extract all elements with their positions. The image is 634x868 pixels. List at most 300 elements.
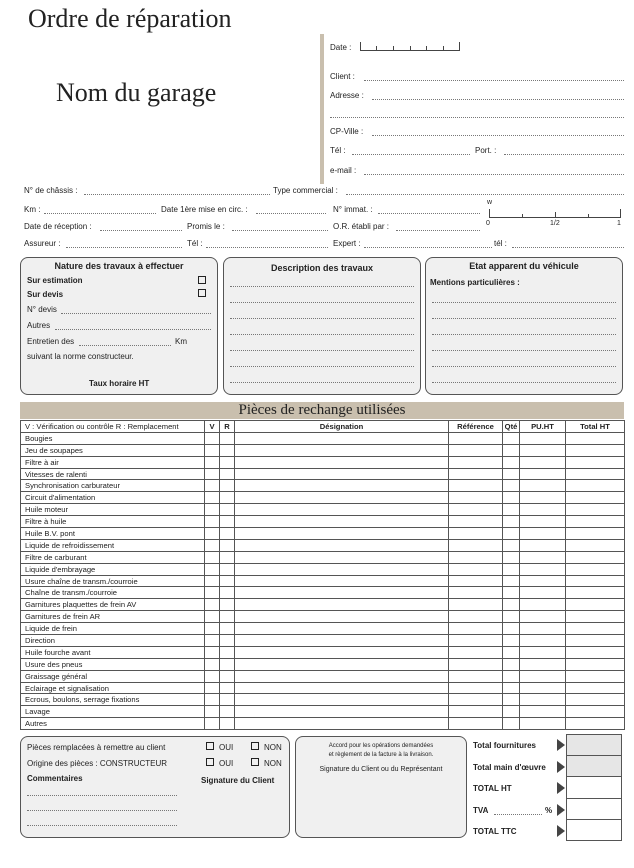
mentions-label: Mentions particulières : xyxy=(430,278,520,287)
cell-r[interactable] xyxy=(220,539,235,551)
total-fournitures-value[interactable] xyxy=(567,735,621,756)
cell-qte[interactable] xyxy=(503,468,520,480)
cell-reference[interactable] xyxy=(449,718,503,730)
tva-percent: % xyxy=(545,806,553,815)
table-row xyxy=(21,539,625,551)
tel-field[interactable] xyxy=(352,154,470,155)
cell-r[interactable] xyxy=(220,528,235,540)
entretien-km-field[interactable] xyxy=(79,345,171,346)
description-line[interactable] xyxy=(230,350,414,351)
cell-designation[interactable] xyxy=(235,658,449,670)
cell-pu-ht[interactable] xyxy=(520,468,566,480)
cell-designation[interactable] xyxy=(235,694,449,706)
sur-devis-checkbox[interactable] xyxy=(198,289,206,297)
cell-r[interactable] xyxy=(220,492,235,504)
cell-qte[interactable] xyxy=(503,456,520,468)
commentaires-line[interactable] xyxy=(27,810,177,811)
cell-total-ht[interactable] xyxy=(566,658,625,670)
cell-total-ht[interactable] xyxy=(566,468,625,480)
description-line[interactable] xyxy=(230,302,414,303)
garage-name: Nom du garage xyxy=(56,78,217,107)
mentions-line[interactable] xyxy=(432,366,616,367)
cell-reference[interactable] xyxy=(449,694,503,706)
cell-qte[interactable] xyxy=(503,551,520,563)
assureur-field[interactable] xyxy=(66,247,182,248)
cell-r[interactable] xyxy=(220,646,235,658)
description-title: Description des travaux xyxy=(270,263,374,273)
cell-reference[interactable] xyxy=(449,480,503,492)
cell-designation[interactable] xyxy=(235,528,449,540)
cell-designation[interactable] xyxy=(235,504,449,516)
cell-pu-ht[interactable] xyxy=(520,539,566,551)
row-label: Huile fourche avant xyxy=(21,646,205,658)
row-label: Direction xyxy=(21,635,205,647)
row-label: Usure chaîne de transm./courroie xyxy=(21,575,205,587)
cell-r[interactable] xyxy=(220,658,235,670)
cell-total-ht[interactable] xyxy=(566,539,625,551)
email-field[interactable] xyxy=(364,174,624,175)
accord-box xyxy=(295,736,467,838)
norme-constructeur: suivant la norme constructeur. xyxy=(27,352,134,361)
cell-r[interactable] xyxy=(220,480,235,492)
cell-r[interactable] xyxy=(220,575,235,587)
cell-pu-ht[interactable] xyxy=(520,635,566,647)
cell-designation[interactable] xyxy=(235,456,449,468)
cell-total-ht[interactable] xyxy=(566,432,625,444)
cell-designation[interactable] xyxy=(235,432,449,444)
table-row xyxy=(21,504,625,516)
cell-qte[interactable] xyxy=(503,539,520,551)
row-label: Eclairage et signalisation xyxy=(21,682,205,694)
cell-designation[interactable] xyxy=(235,575,449,587)
cell-qte[interactable] xyxy=(503,611,520,623)
col-header-reference: Référence xyxy=(449,421,503,433)
cell-pu-ht[interactable] xyxy=(520,528,566,540)
cell-reference[interactable] xyxy=(449,492,503,504)
adresse-field-2[interactable] xyxy=(330,117,624,118)
total-ht-label: TOTAL HT xyxy=(473,784,512,793)
cell-total-ht[interactable] xyxy=(566,646,625,658)
cell-r[interactable] xyxy=(220,599,235,611)
col-header-v: V xyxy=(205,421,220,433)
sur-estimation-checkbox[interactable] xyxy=(198,276,206,284)
table-row xyxy=(21,432,625,444)
cell-reference[interactable] xyxy=(449,623,503,635)
table-row xyxy=(21,468,625,480)
cell-r[interactable] xyxy=(220,432,235,444)
col-header-pu-ht: PU.HT xyxy=(520,421,566,433)
cell-pu-ht[interactable] xyxy=(520,623,566,635)
cell-designation[interactable] xyxy=(235,480,449,492)
cell-total-ht[interactable] xyxy=(566,480,625,492)
cell-qte[interactable] xyxy=(503,599,520,611)
cell-reference[interactable] xyxy=(449,539,503,551)
cell-total-ht[interactable] xyxy=(566,575,625,587)
date-boxes[interactable] xyxy=(360,42,460,51)
tva-label: TVA xyxy=(473,806,489,815)
cell-total-ht[interactable] xyxy=(566,670,625,682)
cell-r[interactable] xyxy=(220,587,235,599)
cell-r[interactable] xyxy=(220,563,235,575)
cell-v[interactable] xyxy=(205,516,220,528)
cell-designation[interactable] xyxy=(235,599,449,611)
cell-qte[interactable] xyxy=(503,504,520,516)
table-row xyxy=(21,623,625,635)
cell-reference[interactable] xyxy=(449,611,503,623)
cell-reference[interactable] xyxy=(449,575,503,587)
cell-reference[interactable] xyxy=(449,682,503,694)
cell-v[interactable] xyxy=(205,694,220,706)
cell-pu-ht[interactable] xyxy=(520,718,566,730)
cell-r[interactable] xyxy=(220,706,235,718)
cell-reference[interactable] xyxy=(449,516,503,528)
cell-qte[interactable] xyxy=(503,706,520,718)
cell-r[interactable] xyxy=(220,551,235,563)
cell-v[interactable] xyxy=(205,539,220,551)
cell-pu-ht[interactable] xyxy=(520,563,566,575)
tva-value[interactable] xyxy=(567,799,621,820)
cell-designation[interactable] xyxy=(235,539,449,551)
row-label: Huile B.V. pont xyxy=(21,528,205,540)
km-field[interactable] xyxy=(44,213,156,214)
sur-devis-label: Sur devis xyxy=(27,290,64,299)
expert-label: Expert : xyxy=(333,239,361,248)
assureur-tel-field[interactable] xyxy=(206,247,328,248)
expert-tel-field[interactable] xyxy=(512,247,624,248)
cell-v[interactable] xyxy=(205,718,220,730)
expert-field[interactable] xyxy=(364,247,492,248)
cell-qte[interactable] xyxy=(503,563,520,575)
cell-pu-ht[interactable] xyxy=(520,575,566,587)
cell-reference[interactable] xyxy=(449,504,503,516)
cell-reference[interactable] xyxy=(449,706,503,718)
cell-v[interactable] xyxy=(205,504,220,516)
nature-travaux-box xyxy=(20,257,218,395)
cell-v[interactable] xyxy=(205,611,220,623)
cell-designation[interactable] xyxy=(235,551,449,563)
cell-designation[interactable] xyxy=(235,563,449,575)
cell-designation[interactable] xyxy=(235,706,449,718)
table-row xyxy=(21,563,625,575)
cp-ville-field[interactable] xyxy=(372,135,624,136)
origine-oui-checkbox[interactable] xyxy=(206,758,214,766)
cell-v[interactable] xyxy=(205,432,220,444)
cell-v[interactable] xyxy=(205,551,220,563)
row-label: Huile moteur xyxy=(21,504,205,516)
etat-vehicule-box xyxy=(425,257,623,395)
cell-r[interactable] xyxy=(220,504,235,516)
adresse-field[interactable] xyxy=(372,99,624,100)
cell-total-ht[interactable] xyxy=(566,492,625,504)
cell-designation[interactable] xyxy=(235,492,449,504)
row-label: Garnitures plaquettes de frein AV xyxy=(21,599,205,611)
cell-reference[interactable] xyxy=(449,563,503,575)
row-label: Lavage xyxy=(21,706,205,718)
cell-designation[interactable] xyxy=(235,670,449,682)
mentions-line[interactable] xyxy=(432,350,616,351)
autres-label: Autres xyxy=(27,321,51,330)
cell-pu-ht[interactable] xyxy=(520,480,566,492)
cell-qte[interactable] xyxy=(503,694,520,706)
pieces-non-checkbox[interactable] xyxy=(251,742,259,750)
cell-designation[interactable] xyxy=(235,587,449,599)
table-row xyxy=(21,528,625,540)
pieces-oui-checkbox[interactable] xyxy=(206,742,214,750)
cell-total-ht[interactable] xyxy=(566,611,625,623)
cell-qte[interactable] xyxy=(503,480,520,492)
cell-v[interactable] xyxy=(205,575,220,587)
tva-rate-field[interactable] xyxy=(494,814,542,815)
cell-v[interactable] xyxy=(205,623,220,635)
total-main-oeuvre-value[interactable] xyxy=(567,756,621,777)
cell-total-ht[interactable] xyxy=(566,706,625,718)
row-label: Liquide de refroidissement xyxy=(21,539,205,551)
cell-total-ht[interactable] xyxy=(566,528,625,540)
table-row xyxy=(21,587,625,599)
mentions-line[interactable] xyxy=(432,318,616,319)
cell-r[interactable] xyxy=(220,444,235,456)
cell-pu-ht[interactable] xyxy=(520,516,566,528)
cell-pu-ht[interactable] xyxy=(520,658,566,670)
row-label: Liquide de frein xyxy=(21,623,205,635)
cell-designation[interactable] xyxy=(235,635,449,647)
chassis-field[interactable] xyxy=(84,194,270,195)
cell-reference[interactable] xyxy=(449,432,503,444)
description-line[interactable] xyxy=(230,382,414,383)
cell-r[interactable] xyxy=(220,623,235,635)
cell-reference[interactable] xyxy=(449,646,503,658)
total-ttc-value[interactable] xyxy=(567,820,621,841)
cell-v[interactable] xyxy=(205,658,220,670)
date-reception-label: Date de réception : xyxy=(24,222,92,231)
arrow-right-icon xyxy=(557,782,565,794)
cell-designation[interactable] xyxy=(235,646,449,658)
cell-v[interactable] xyxy=(205,635,220,647)
cell-total-ht[interactable] xyxy=(566,682,625,694)
fuel-gauge[interactable] xyxy=(489,209,621,218)
cell-v[interactable] xyxy=(205,528,220,540)
pieces-box xyxy=(20,736,290,838)
cell-v[interactable] xyxy=(205,456,220,468)
cell-total-ht[interactable] xyxy=(566,718,625,730)
cell-v[interactable] xyxy=(205,682,220,694)
form-title: Ordre de réparation xyxy=(28,4,232,33)
table-row xyxy=(21,492,625,504)
cell-reference[interactable] xyxy=(449,456,503,468)
table-row xyxy=(21,599,625,611)
cell-r[interactable] xyxy=(220,611,235,623)
table-row xyxy=(21,694,625,706)
promis-le-field[interactable] xyxy=(232,230,328,231)
cell-v[interactable] xyxy=(205,670,220,682)
cell-pu-ht[interactable] xyxy=(520,599,566,611)
date-mise-circ-field[interactable] xyxy=(256,213,326,214)
cell-reference[interactable] xyxy=(449,551,503,563)
n-devis-label: N° devis xyxy=(27,305,57,314)
cell-v[interactable] xyxy=(205,480,220,492)
cp-ville-label: CP-Ville : xyxy=(330,127,364,136)
cell-total-ht[interactable] xyxy=(566,694,625,706)
cell-total-ht[interactable] xyxy=(566,516,625,528)
cell-reference[interactable] xyxy=(449,658,503,670)
cell-designation[interactable] xyxy=(235,623,449,635)
date-mise-circ-label: Date 1ère mise en circ. : xyxy=(161,205,248,214)
or-etabli-field[interactable] xyxy=(396,230,480,231)
description-box xyxy=(223,257,421,395)
cell-pu-ht[interactable] xyxy=(520,611,566,623)
cell-pu-ht[interactable] xyxy=(520,682,566,694)
col-header-designation: Désignation xyxy=(235,421,449,433)
arrow-right-icon xyxy=(557,761,565,773)
cell-designation[interactable] xyxy=(235,444,449,456)
cell-reference[interactable] xyxy=(449,670,503,682)
client-field[interactable] xyxy=(364,80,624,81)
cell-r[interactable] xyxy=(220,682,235,694)
cell-pu-ht[interactable] xyxy=(520,504,566,516)
parts-title: Pièces de rechange utilisées xyxy=(20,402,624,419)
cell-qte[interactable] xyxy=(503,635,520,647)
cell-qte[interactable] xyxy=(503,492,520,504)
mentions-line[interactable] xyxy=(432,382,616,383)
cell-pu-ht[interactable] xyxy=(520,670,566,682)
signature-client-label: Signature du Client xyxy=(201,776,275,785)
cell-v[interactable] xyxy=(205,492,220,504)
cell-reference[interactable] xyxy=(449,599,503,611)
cell-r[interactable] xyxy=(220,456,235,468)
row-label: Vitesses de ralenti xyxy=(21,468,205,480)
origine-non-checkbox[interactable] xyxy=(251,758,259,766)
client-label: Client : xyxy=(330,72,355,81)
cell-total-ht[interactable] xyxy=(566,504,625,516)
mentions-line[interactable] xyxy=(432,334,616,335)
cell-pu-ht[interactable] xyxy=(520,492,566,504)
autres-field[interactable] xyxy=(55,329,211,330)
cell-qte[interactable] xyxy=(503,682,520,694)
cell-r[interactable] xyxy=(220,635,235,647)
cell-pu-ht[interactable] xyxy=(520,551,566,563)
cell-v[interactable] xyxy=(205,468,220,480)
cell-total-ht[interactable] xyxy=(566,456,625,468)
cell-qte[interactable] xyxy=(503,718,520,730)
cell-v[interactable] xyxy=(205,444,220,456)
cell-total-ht[interactable] xyxy=(566,635,625,647)
cell-reference[interactable] xyxy=(449,587,503,599)
cell-total-ht[interactable] xyxy=(566,551,625,563)
assureur-label: Assureur : xyxy=(24,239,61,248)
cell-r[interactable] xyxy=(220,670,235,682)
cell-qte[interactable] xyxy=(503,575,520,587)
cell-r[interactable] xyxy=(220,468,235,480)
cell-qte[interactable] xyxy=(503,528,520,540)
cell-pu-ht[interactable] xyxy=(520,432,566,444)
cell-v[interactable] xyxy=(205,706,220,718)
row-label: Circuit d'alimentation xyxy=(21,492,205,504)
cell-total-ht[interactable] xyxy=(566,444,625,456)
row-label: Bougies xyxy=(21,432,205,444)
row-label: Liquide d'embrayage xyxy=(21,563,205,575)
cell-r[interactable] xyxy=(220,694,235,706)
cell-qte[interactable] xyxy=(503,516,520,528)
cell-pu-ht[interactable] xyxy=(520,444,566,456)
row-label: Garnitures de frein AR xyxy=(21,611,205,623)
tel-label: Tél : xyxy=(330,146,346,155)
fuel-gauge-1: 1 xyxy=(617,220,621,227)
fuel-gauge-half: 1/2 xyxy=(550,220,560,227)
cell-qte[interactable] xyxy=(503,444,520,456)
cell-total-ht[interactable] xyxy=(566,587,625,599)
expert-tel-label: tél : xyxy=(494,239,507,248)
cell-qte[interactable] xyxy=(503,432,520,444)
cell-qte[interactable] xyxy=(503,646,520,658)
cell-pu-ht[interactable] xyxy=(520,706,566,718)
cell-designation[interactable] xyxy=(235,718,449,730)
description-line[interactable] xyxy=(230,334,414,335)
col-header-qte: Qté xyxy=(503,421,520,433)
cell-r[interactable] xyxy=(220,718,235,730)
commentaires-line[interactable] xyxy=(27,795,177,796)
cell-designation[interactable] xyxy=(235,682,449,694)
port-field[interactable] xyxy=(504,154,624,155)
total-ht-value[interactable] xyxy=(567,777,621,799)
entretien-label: Entretien des xyxy=(27,337,75,346)
cell-total-ht[interactable] xyxy=(566,563,625,575)
cell-reference[interactable] xyxy=(449,528,503,540)
pieces-non-label: NON xyxy=(264,743,282,752)
cell-pu-ht[interactable] xyxy=(520,456,566,468)
table-row xyxy=(21,444,625,456)
fuel-gauge-0: 0 xyxy=(486,220,490,227)
cell-designation[interactable] xyxy=(235,516,449,528)
row-label: Jeu de soupapes xyxy=(21,444,205,456)
cell-r[interactable] xyxy=(220,516,235,528)
cell-qte[interactable] xyxy=(503,587,520,599)
cell-pu-ht[interactable] xyxy=(520,694,566,706)
cell-qte[interactable] xyxy=(503,670,520,682)
table-row xyxy=(21,718,625,730)
immat-field[interactable] xyxy=(378,213,480,214)
mentions-line[interactable] xyxy=(432,302,616,303)
table-row xyxy=(21,575,625,587)
arrow-right-icon xyxy=(557,739,565,751)
cell-reference[interactable] xyxy=(449,468,503,480)
cell-qte[interactable] xyxy=(503,623,520,635)
table-row xyxy=(21,480,625,492)
n-devis-field[interactable] xyxy=(61,313,211,314)
cell-total-ht[interactable] xyxy=(566,623,625,635)
cell-v[interactable] xyxy=(205,646,220,658)
cell-qte[interactable] xyxy=(503,658,520,670)
cell-reference[interactable] xyxy=(449,635,503,647)
cell-v[interactable] xyxy=(205,587,220,599)
cell-reference[interactable] xyxy=(449,444,503,456)
cell-total-ht[interactable] xyxy=(566,599,625,611)
cell-designation[interactable] xyxy=(235,611,449,623)
type-commercial-field[interactable] xyxy=(346,194,624,195)
cell-v[interactable] xyxy=(205,599,220,611)
promis-le-label: Promis le : xyxy=(187,222,225,231)
cell-pu-ht[interactable] xyxy=(520,646,566,658)
cell-v[interactable] xyxy=(205,563,220,575)
description-line[interactable] xyxy=(230,286,414,287)
cell-designation[interactable] xyxy=(235,468,449,480)
col-header-r: R xyxy=(220,421,235,433)
row-label: Autres xyxy=(21,718,205,730)
description-line[interactable] xyxy=(230,318,414,319)
cell-pu-ht[interactable] xyxy=(520,587,566,599)
date-reception-field[interactable] xyxy=(100,230,182,231)
commentaires-line[interactable] xyxy=(27,825,177,826)
description-line[interactable] xyxy=(230,366,414,367)
